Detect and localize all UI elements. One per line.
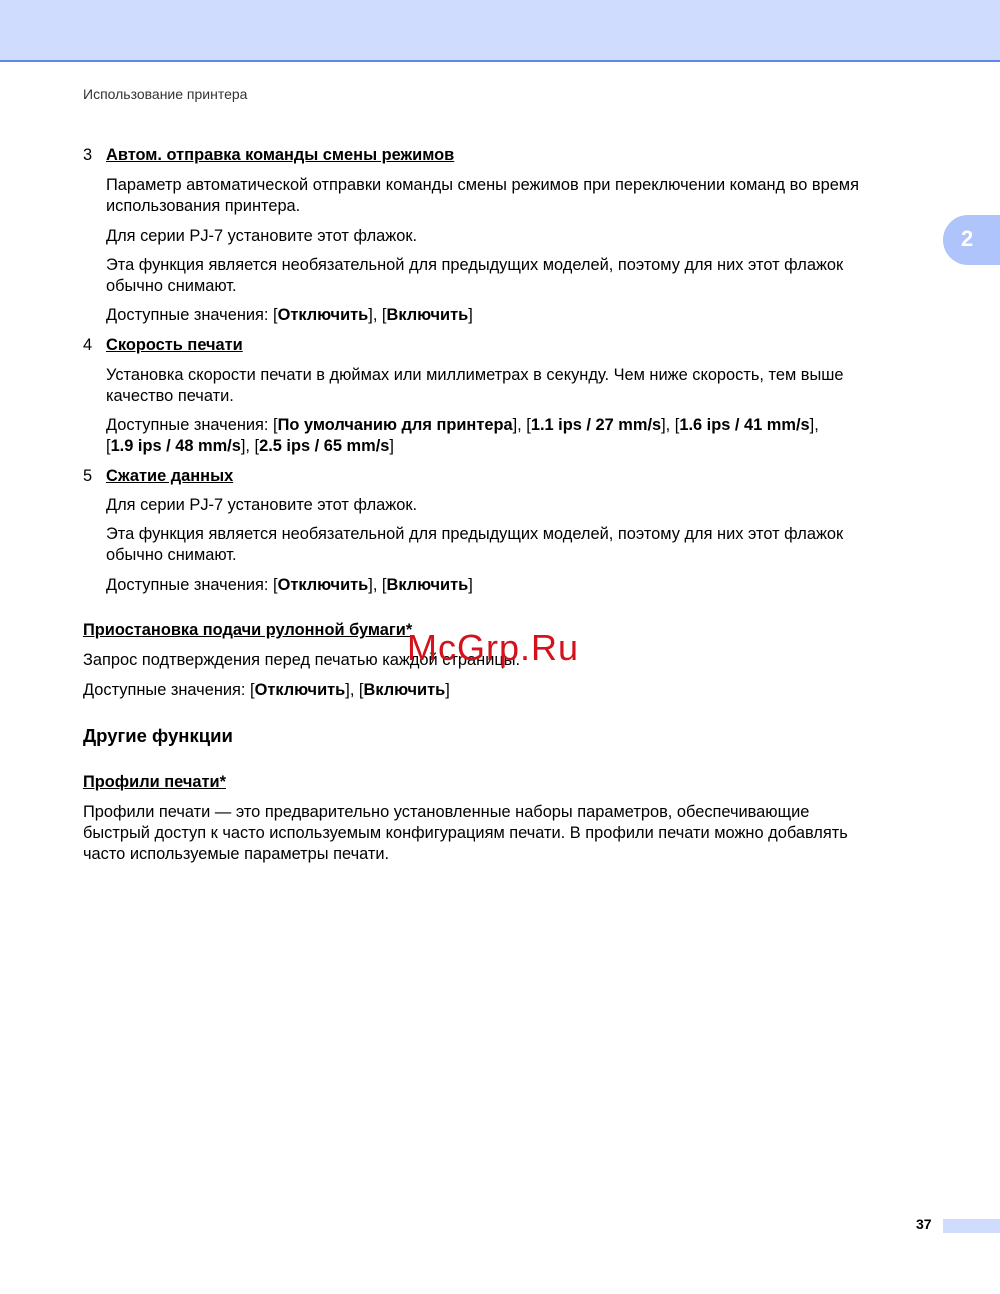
page-number: 37 <box>916 1216 932 1232</box>
section-available-values: Доступные значения: [Отключить], [Включить] <box>83 681 450 699</box>
item-available-values: Доступные значения: [Отключить], [Включить] <box>106 306 473 324</box>
item-note-optional: Эта функция является необязательной для предыдущих моделей, поэтому для них этот флажок обычно снимают. <box>106 256 844 295</box>
item-title: Скорость печати <box>106 336 243 354</box>
item-number: 3 <box>83 146 93 164</box>
item-number: 4 <box>83 336 93 354</box>
item-note: Для серии PJ-7 установите этот флажок. <box>106 496 418 514</box>
item-note: Для серии PJ-7 установите этот флажок. <box>106 227 418 245</box>
section-description: Профили печати — это предварительно установленные наборы параметров, обеспечивающие быстрый доступ к часто используемым конфигурациям печати. В профили печати можно добавлять часто используемые параметры печати. <box>83 803 848 863</box>
item-title: Сжатие данных <box>106 467 234 485</box>
watermark: McGrp.Ru <box>407 627 580 668</box>
chapter-tab <box>943 215 1000 265</box>
item-description: Параметр автоматической отправки команды смены режимов при переключении команд во время использования принтера. <box>106 176 859 215</box>
section-title-roll-pause: Приостановка подачи рулонной бумаги* <box>83 621 413 639</box>
chapter-number: 2 <box>961 226 974 251</box>
item-title: Автом. отправка команды смены режимов <box>106 146 455 164</box>
section-description: Запрос подтверждения перед печатью каждой страницы. <box>83 651 521 669</box>
item-description: Установка скорости печати в дюймах или миллиметрах в секунду. Чем ниже скорость, тем выше качество печати. <box>106 366 844 405</box>
footer-bar <box>943 1219 1000 1233</box>
top-header-band <box>0 0 1000 62</box>
item-available-values: Доступные значения: [По умолчанию для принтера], [1.1 ips / 27 mm/s], [1.6 ips / 41 mm/s], [1.9 ips / 48 mm/s], [2.5 ips / 65 mm/s] <box>106 416 819 455</box>
item-available-values: Доступные значения: [Отключить], [Включить] <box>106 576 473 594</box>
item-number: 5 <box>83 467 93 485</box>
heading-other-functions: Другие функции <box>83 725 233 746</box>
section-title-print-profiles: Профили печати* <box>83 773 226 791</box>
item-note-optional: Эта функция является необязательной для предыдущих моделей, поэтому для них этот флажок обычно снимают. <box>106 525 844 564</box>
running-header: Использование принтера <box>83 86 248 102</box>
